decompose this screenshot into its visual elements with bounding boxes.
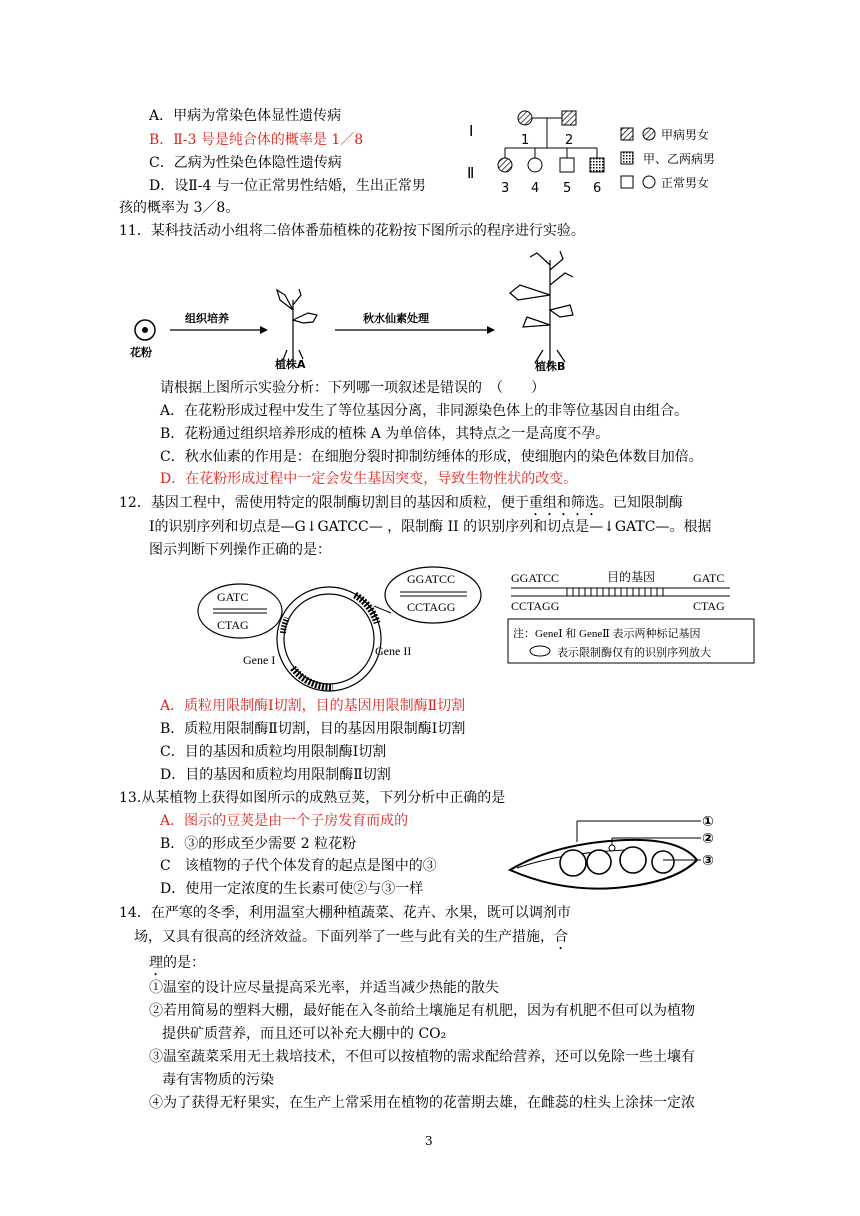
- q11-option-c: C．秋水仙素的作用是：在细胞分裂时抑制纺缍体的形成，使细胞内的染色体数目加倍。: [160, 449, 703, 465]
- marker-2: ②: [702, 831, 714, 847]
- q13-stem: 13.从某植物上获得如图所示的成熟豆荚，下列分析中正确的是: [119, 790, 506, 806]
- legend-disease-a: 甲病男女: [661, 128, 710, 142]
- q14-item-2: ②若用简易的塑料大棚，最好能在入冬前给土壤施足有机肥，因为有机肥不但可以为植物: [149, 1003, 695, 1019]
- individual-6: [590, 158, 604, 172]
- q12-stem-line2: Ⅰ的识别序列和切点是—G↓GATCC— ，限制酶 II 的识别序列和切点是—↓GATC—。根据: [149, 519, 712, 535]
- seed-2: [587, 850, 611, 874]
- label-1: 1: [521, 133, 530, 148]
- note-line2: 表示限制酶仅有的识别序列放大: [557, 647, 711, 659]
- legend-both-diseases: 甲、乙两病男: [643, 152, 716, 166]
- q12-option-a: A．质粒用限制酶Ⅰ切割，目的基因用限制酶Ⅱ切割: [160, 698, 466, 714]
- q11-option-a: A．在花粉形成过程中发生了等位基因分离，非同源染色体上的非等位基因自由组合。: [160, 403, 689, 419]
- q11-stem: 11．某科技活动小组将二倍体番茄植株的花粉按下图所示的程序进行实验。: [119, 223, 585, 239]
- fragment-ggatcc: GGATCC: [511, 571, 560, 585]
- plant-a-label: 植株A: [275, 358, 306, 371]
- fragment-target-gene-label: 目的基因: [607, 570, 656, 584]
- q12-plasmid-figure: [195, 563, 765, 693]
- q11-option-d: D．在花粉形成过程中一定会发生基因突变，导致生物性状的改变。: [160, 471, 578, 487]
- q14-item-3: ③温室蔬菜采用无土栽培技术，不但可以按植物的需求配给营养，还可以免除一些土壤有: [149, 1049, 695, 1065]
- seed-4: [652, 851, 674, 873]
- q12-option-b: B．质粒用限制酶Ⅱ切割，目的基因用限制酶Ⅰ切割: [160, 721, 466, 737]
- pollen-label: 花粉: [130, 346, 152, 359]
- q12-option-d: D．目的基因和质粒均用限制酶Ⅱ切割: [160, 767, 391, 783]
- q12-stem-line1: 12．基因工程中，需使用特定的限制酶切割目的基因和质粒，便于重组和筛选。已知限制酶: [119, 495, 683, 511]
- seq-gatc: GATC: [217, 590, 249, 604]
- q10-option-c: C．乙病为性染色体隐性遗传病: [149, 155, 342, 171]
- page-number: 3: [425, 1134, 433, 1148]
- fragment-gatc: GATC: [693, 571, 725, 585]
- label-4: 4: [531, 181, 540, 196]
- label-5: 5: [563, 181, 572, 196]
- q13-option-a: A．图示的豆荚是由一个子房发育而成的: [160, 813, 409, 829]
- q13-option-d: D．使用一定浓度的生长素可使②与③一样: [160, 881, 424, 897]
- target-gene-region: [567, 588, 663, 596]
- q10-option-d-cont: 孩的概率为 3／8。: [119, 200, 240, 216]
- seq-cctagg: CCTAGG: [407, 600, 456, 614]
- arrow-tissue-culture: 组织培养: [185, 312, 229, 325]
- q13-option-c: C 该植物的子代个体发育的起点是图中的③: [160, 858, 437, 874]
- seed-3: [620, 847, 646, 873]
- generation-2-label: Ⅱ: [467, 164, 475, 182]
- q14-stem-line3: 理的是：: [149, 955, 205, 971]
- q11-figure: [125, 245, 575, 373]
- arrow-colchicine: 秋水仙素处理: [363, 312, 429, 325]
- q10-option-a: A．甲病为常染色体显性遗传病: [149, 108, 342, 124]
- plant-b-label: 植株B: [535, 360, 566, 373]
- marker-3: ③: [702, 853, 714, 869]
- individual-3: [498, 158, 512, 172]
- generation-1-label: Ⅰ: [469, 122, 474, 140]
- seq-ggatcc: GGATCC: [407, 572, 456, 586]
- q12-stem-line3: 图示判断下列操作正确的是：: [149, 542, 331, 558]
- fragment-cctagg: CCTAGG: [511, 599, 560, 613]
- label-3: 3: [501, 181, 510, 196]
- q13-option-b: B．③的形成至少需要 2 粒花粉: [160, 836, 357, 852]
- plasmid-ring: [277, 587, 381, 691]
- plant-b-icon: [510, 251, 573, 365]
- q14-item-4: ④为了获得无籽果实，在生产上常采用在植物的花蕾期去雄，在雌蕊的柱头上涂抹一定浓: [149, 1095, 695, 1111]
- aborted-ovule: [609, 845, 615, 851]
- legend-normal: 正常男女: [661, 176, 710, 190]
- gene-ii-segment: [355, 595, 377, 623]
- label-2: 2: [565, 133, 574, 148]
- q10-option-d: D．设Ⅱ-4 与一位正常男性结婚，生出正常男: [149, 178, 426, 194]
- q11-option-b: B．花粉通过组织培养形成的植株 A 为单倍体，其特点之一是高度不孕。: [160, 426, 610, 442]
- gene-ii-label: Gene II: [375, 644, 412, 658]
- pea-pod-figure: [505, 808, 725, 900]
- note-line1: 注：GeneⅠ 和 GeneⅡ 表示两种标记基因: [513, 628, 701, 640]
- q12-option-c: C．目的基因和质粒均用限制酶Ⅰ切割: [160, 744, 387, 760]
- label-6: 6: [593, 181, 602, 196]
- individual-2: [562, 111, 576, 125]
- individual-1: [518, 111, 532, 125]
- plant-a-icon: [277, 289, 317, 362]
- individual-4: [528, 158, 542, 172]
- seq-ctag: CTAG: [217, 618, 249, 632]
- marker-1: ①: [702, 814, 714, 830]
- q14-stem-line2: 场，又具有很高的经济效益。下面列举了一些与此有关的生产措施，合: [134, 929, 568, 945]
- pedigree-chart: [455, 98, 755, 208]
- q14-item-3-cont: 毒有害物质的污染: [162, 1072, 274, 1088]
- q14-item-1: ①温室的设计应尽量提高采光率，并适当减少热能的散失: [149, 980, 499, 996]
- q10-option-b: B．Ⅱ-3 号是纯合体的概率是 1／8: [149, 132, 364, 148]
- gene-i-segment: [293, 668, 333, 687]
- q14-item-2-cont: 提供矿质营养，而且还可以补充大棚中的 CO₂: [162, 1026, 447, 1042]
- gene-i-label: Gene I: [243, 653, 276, 667]
- seed-1: [560, 850, 586, 876]
- individual-5: [560, 158, 574, 172]
- q11-prompt: 请根据上图所示实验分析：下列哪一项叙述是错误的 （ ）: [160, 380, 545, 396]
- q14-stem-line1: 14．在严寒的冬季，利用温室大棚种植蔬菜、花卉、水果，既可以调剂市: [119, 905, 571, 921]
- fragment-ctag: CTAG: [693, 599, 725, 613]
